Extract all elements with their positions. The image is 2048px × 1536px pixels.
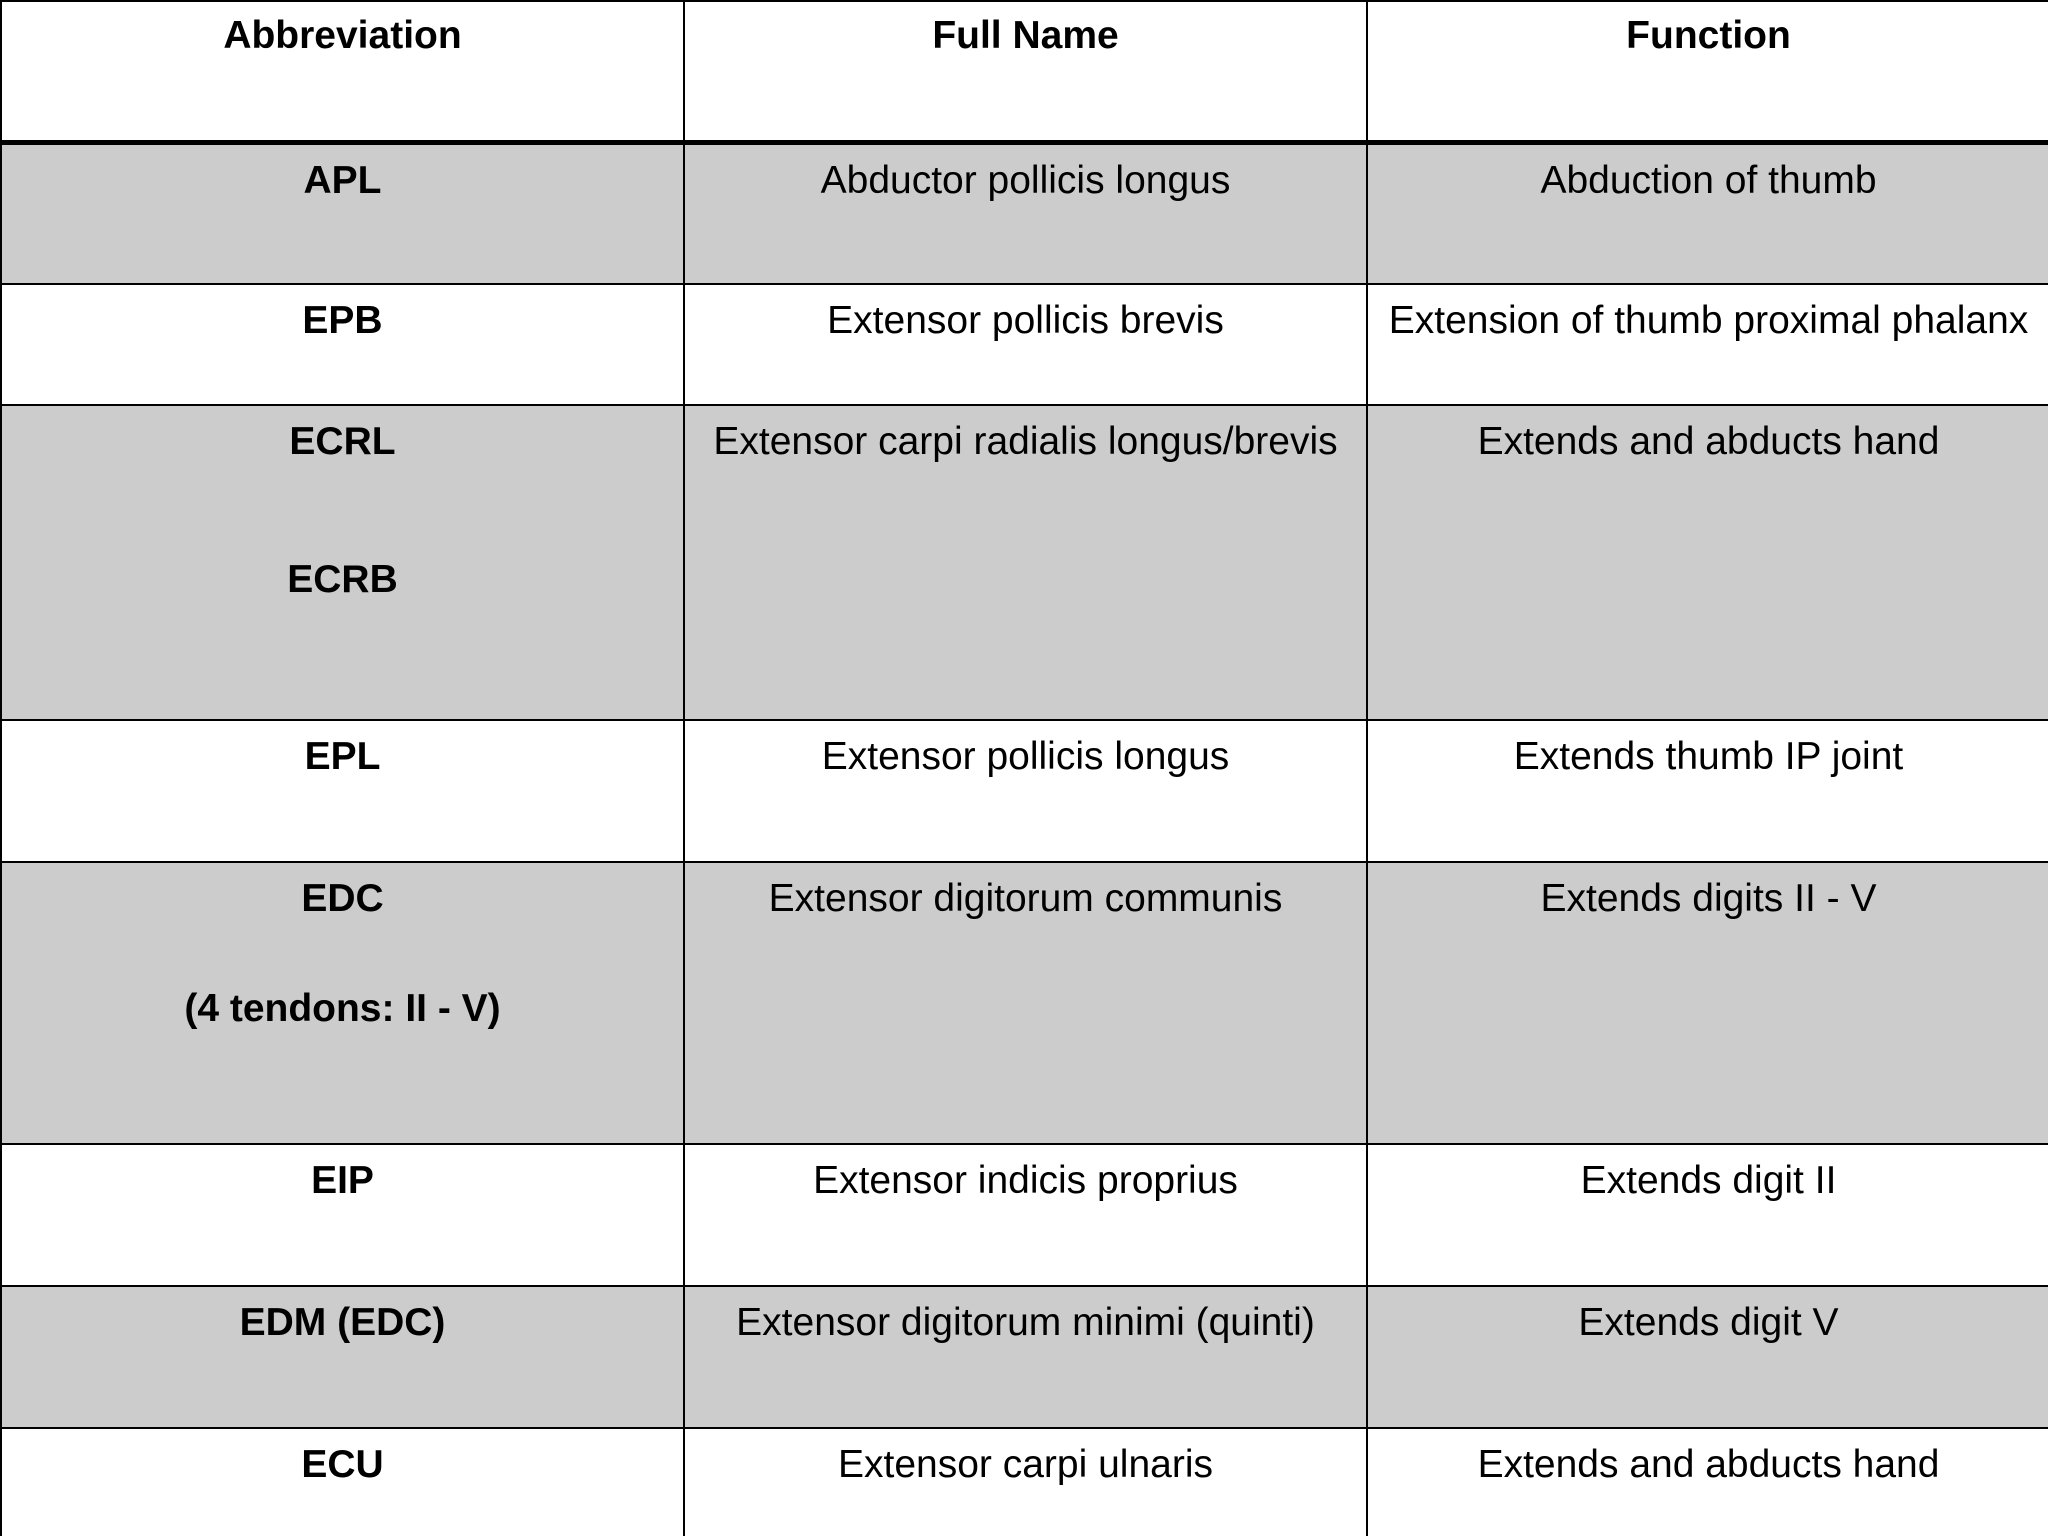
abbreviation-text: EPB xyxy=(302,299,383,342)
abbreviation-cell xyxy=(1,1428,684,1536)
abbreviation-cell xyxy=(1,284,684,405)
table-row xyxy=(1,1286,2048,1428)
header-abbreviation: Abbreviation xyxy=(1,1,684,142)
abbreviation-cell xyxy=(1,720,684,862)
header-function: Function xyxy=(1367,1,2048,142)
function-cell: Extends thumb IP joint xyxy=(1367,720,2048,862)
function-cell: Extends and abducts hand xyxy=(1367,405,2048,720)
abbreviation-text: APL xyxy=(303,158,382,202)
full-name-cell: Extensor indicis proprius xyxy=(684,1144,1367,1286)
abbreviation-text: EDM (EDC) xyxy=(239,1301,446,1344)
header-full-name: Full Name xyxy=(684,1,1367,142)
function-cell: Abduction of thumb xyxy=(1367,142,2048,284)
table-row xyxy=(1,1428,2048,1536)
abbreviation-text: ECU xyxy=(301,1443,384,1486)
function-cell: Extends digits II - V xyxy=(1367,862,2048,1144)
abbreviation-subtext: (4 tendons: II - V) xyxy=(184,987,501,1030)
full-name-cell: Extensor pollicis longus xyxy=(684,720,1367,862)
full-name-cell: Extensor digitorum communis xyxy=(684,862,1367,1144)
table-row xyxy=(1,720,2048,862)
abbreviation-cell xyxy=(1,142,684,284)
abbreviation-cell xyxy=(1,1144,684,1286)
table-row xyxy=(1,284,2048,405)
full-name-cell: Abductor pollicis longus xyxy=(684,142,1367,284)
abbreviation-text: EIP xyxy=(311,1159,374,1202)
abbreviation-text: EPL xyxy=(304,735,381,778)
function-cell: Extends digit II xyxy=(1367,1144,2048,1286)
table-row xyxy=(1,1144,2048,1286)
abbreviation-cell xyxy=(1,1286,684,1428)
abbreviation-text: ECRL xyxy=(289,420,396,463)
full-name-cell: Extensor carpi ulnaris xyxy=(684,1428,1367,1536)
abbreviation-cell xyxy=(1,862,684,1144)
full-name-cell: Extensor digitorum minimi (quinti) xyxy=(684,1286,1367,1428)
abbreviation-text: EDC xyxy=(301,877,384,920)
abbreviation-cell xyxy=(1,405,684,720)
table-row xyxy=(1,142,2048,284)
function-cell: Extends and abducts hand xyxy=(1367,1428,2048,1536)
abbreviation-subtext: ECRB xyxy=(287,558,398,601)
table-row xyxy=(1,862,2048,1144)
function-cell: Extension of thumb proximal phalanx xyxy=(1367,284,2048,405)
function-cell: Extends digit V xyxy=(1367,1286,2048,1428)
table-row xyxy=(1,405,2048,720)
full-name-cell: Extensor pollicis brevis xyxy=(684,284,1367,405)
header-row xyxy=(1,1,2048,142)
full-name-cell: Extensor carpi radialis longus/brevis xyxy=(684,405,1367,720)
